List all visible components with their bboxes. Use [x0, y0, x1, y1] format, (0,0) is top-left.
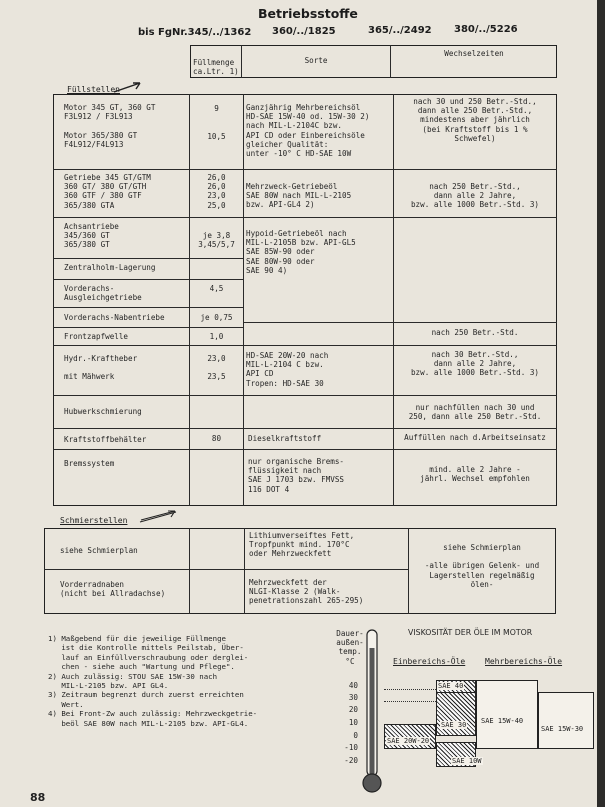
brems-sort: nur organische Brems- flüssigkeit nach SAE J 1703 bzw. FMVSS 116 DOT 4 [248, 457, 345, 494]
visc-bar-label-0: SAE 40 [438, 681, 464, 690]
achs-qty: je 3,8 3,45/5,7 [198, 231, 235, 250]
motor-wechsel: nach 30 und 250 Betr.-Std., dann alle 250 Betr.-Std., mindestens aber jährlich (bei Kraftstoff bis 1 % Schwefel) [413, 97, 537, 143]
achs-name: Achsantriebe 345/360 GT 365/380 GT [64, 222, 119, 250]
page-number: 88 [30, 791, 46, 804]
kraftstoff-name: Kraftstoffbehälter [64, 435, 147, 444]
tick-20: 20 [348, 705, 358, 714]
section-fuellstellen: Füllstellen [67, 85, 120, 94]
arrow-icon [138, 509, 180, 525]
getriebe-sort: Mehrzweck-Getriebeöl SAE 80W nach MIL-L-2105 bzw. API-GL4 2) [246, 182, 352, 210]
hydr-qty: 23,0 23,5 [207, 354, 226, 382]
schmier-plan-name: siehe Schmierplan [60, 546, 138, 555]
section-schmierstellen: Schmierstellen [60, 516, 128, 525]
kraftstoff-wechsel: Auffüllen nach d.Arbeitseinsatz [404, 433, 546, 442]
getriebe-wechsel: nach 250 Betr.-Std., dann alle 2 Jahre, bzw. alle 1000 Betr.-Std. 3) [410, 182, 539, 210]
naben-qty: je 0,75 [200, 313, 233, 322]
radnaben-sort: Mehrzweckfett der NLGI-Klasse 2 (Walk- penetrationszahl 265-295) [249, 578, 364, 606]
page-title: Betriebsstoffe [258, 6, 358, 21]
visc-bar-label-3: SAE 10W [452, 757, 482, 766]
serial-2: 360/../1825 [272, 26, 336, 37]
footnotes: 1) Maßgebend für die jeweilige Füllmenge ist die Kontrolle mittels Peilstab, Über- lauf an Einfüllverschraubung oder derglei- chen - siehe auch "Wartung und Pflege". 2) Auch zulässig: STOU SAE 15W-30 nach MIL-L-2105 bzw. API GL4. 3) Zeitraum begrenzt durch zuerst erreichten Wert. 4) Bei Front-Zw auch zulässig: Mehrzweckgetrie- beöl SAE 80W nach MIL-L-2105 bzw. API-GL4. [48, 634, 258, 728]
visc-bar-4 [476, 680, 538, 749]
schmier-plan-sort: Lithiumverseiftes Fett, Tropfpunkt mind. 170°C oder Mehrzweckfett [249, 531, 355, 559]
visc-bar-label-4: SAE 15W-40 [481, 716, 524, 725]
tick-minus20: -20 [344, 756, 358, 765]
tick-30: 30 [348, 693, 358, 702]
serial-1: bis FgNr.345/../1362 [138, 27, 252, 38]
getriebe-name: Getriebe 345 GT/GTM 360 GT/ 380 GT/GTH 360 GTF / 380 GTF 365/380 GTA [64, 173, 151, 210]
vorderachs-ausgl-name: Vorderachs- Ausgleichgetriebe [64, 284, 142, 303]
achs-sort: Hypoid-Getriebeöl nach MIL-L-2105B bzw. API-GL5 SAE 85W-90 oder SAE 80W-90 oder SAE 90 4) [246, 229, 356, 275]
visc-bar-label-5: SAE 15W-30 [541, 724, 584, 733]
schmier-plan-wechsel: siehe Schmierplan -alle übrigen Gelenk- und Lagerstellen regelmäßig ölen- [424, 543, 540, 589]
visc-bar-1 [436, 692, 476, 736]
hydr-name: Hydr.-Kraftheber mit Mähwerk [64, 354, 138, 382]
hubwerk-name: Hubwerkschmierung [64, 407, 142, 416]
vorderachs-ausgl-qty: 4,5 [209, 284, 224, 293]
brems-name: Bremssystem [64, 459, 115, 468]
serial-3: 365/../2492 [368, 25, 432, 36]
header-sorte: Sorte [304, 56, 328, 65]
frontzapf-name: Frontzapfwelle [64, 332, 129, 341]
brems-wechsel: mind. alle 2 Jahre - jährl. Wechsel empfohlen [420, 465, 530, 484]
zentral-name: Zentralholm-Lagerung [64, 263, 156, 272]
hubwerk-wechsel: nur nachfüllen nach 30 und 250, dann alle 250 Betr.-Std. [408, 403, 542, 422]
kraftstoff-qty: 80 [211, 434, 222, 443]
tick-10: 10 [348, 718, 358, 727]
header-wechsel: Wechselzeiten [444, 49, 504, 58]
tick-0: 0 [353, 731, 358, 740]
einbereich-label: Einbereichs-Öle [393, 657, 466, 666]
visc-bar-5 [538, 692, 594, 748]
arrow-icon [112, 80, 144, 94]
tick-40: 40 [348, 681, 358, 690]
thermometer-icon [360, 628, 384, 794]
mehrbereich-label: Mehrbereichs-Öle [485, 657, 563, 666]
header-menge: Füllmenge ca.Ltr. 1) [193, 58, 239, 77]
frontzapf-qty: 1,0 [209, 332, 224, 341]
kraftstoff-sort: Dieselkraftstoff [248, 434, 322, 443]
hydr-sort: HD-SAE 20W-20 nach MIL-L-2104 C bzw. API CD Tropen: HD-SAE 30 [246, 351, 329, 388]
temp-label: Dauer- außen- temp. °C [336, 629, 364, 666]
serial-4: 380/../5226 [454, 24, 518, 35]
hydr-wechsel: nach 30 Betr.-Std., dann alle 2 Jahre, bzw. alle 1000 Betr.-Std. 3) [410, 350, 539, 378]
tick-minus10: -10 [344, 743, 358, 752]
frontzapf-wechsel: nach 250 Betr.-Std. [431, 328, 519, 337]
visc-bar-label-2: SAE 20W-20 [387, 736, 430, 745]
visc-title: VISKOSITÄT DER ÖLE IM MOTOR [408, 628, 533, 637]
visc-bar-label-1: SAE 30 [441, 721, 467, 729]
motor-name: Motor 345 GT, 360 GT F3L912 / F3L913 Motor 365/380 GT F4L912/F4L913 [64, 103, 156, 149]
getriebe-qty: 26,0 26,0 23,0 25,0 [207, 173, 226, 210]
radnaben-name: Vorderradnaben (nicht bei Allradachse) [60, 580, 166, 599]
motor-qty: 9 10,5 [207, 104, 226, 141]
naben-name: Vorderachs-Nabentriebe [64, 313, 165, 322]
motor-sort: Ganzjährig Mehrbereichsöl HD-SAE 15W-40 od. 15W-30 2) nach MIL-L-2104C bzw. API CD oder Einbereichsöle gleicher Qualität: unter -10° C HD-SAE 10W [246, 103, 370, 159]
